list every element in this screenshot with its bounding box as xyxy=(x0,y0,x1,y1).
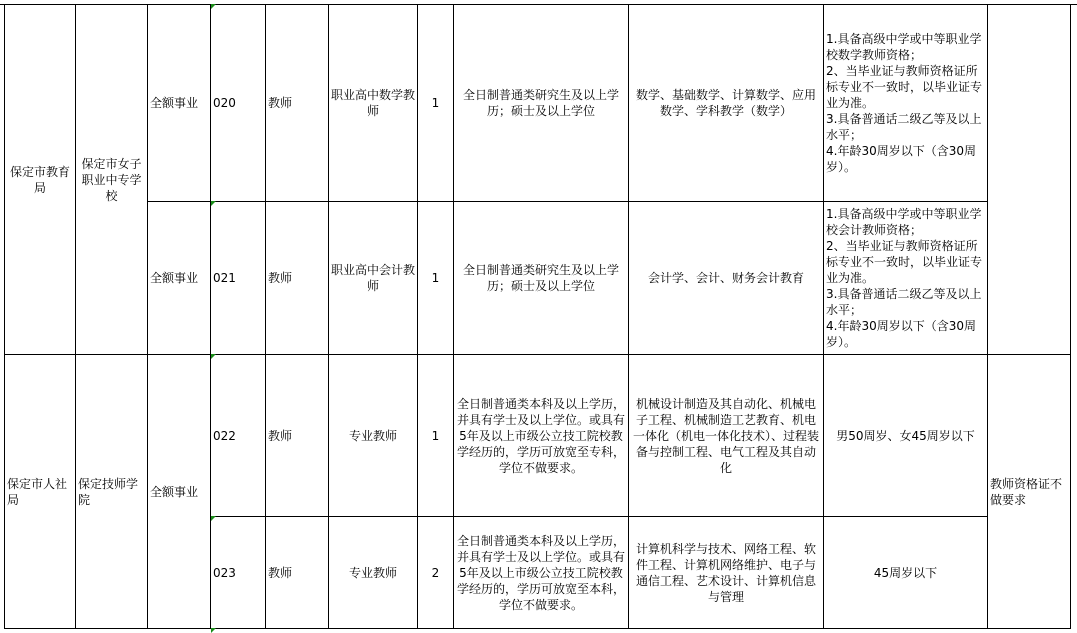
major-cell[interactable]: 计算机科学与技术、网络工程、软件工程、计算机网络维护、电子与通信工程、艺术设计、计算机信息与管理 xyxy=(629,517,824,629)
code-cell[interactable]: 022 xyxy=(211,355,266,517)
post-name-cell[interactable]: 专业教师 xyxy=(329,517,418,629)
unit-cell[interactable]: 保定技师学院 xyxy=(76,355,148,629)
post-name-cell[interactable]: 职业高中会计教师 xyxy=(329,202,418,355)
count-cell[interactable]: 2 xyxy=(418,517,454,629)
major-cell[interactable]: 机械设计制造及其自动化、机械电子工程、机械制造工艺教育、机电一体化（机电一体化技术）、过程装备与控制工程、电气工程及其自动化 xyxy=(629,355,824,517)
cell-marker xyxy=(211,516,216,521)
recruitment-table xyxy=(4,4,1071,629)
code-cell[interactable]: 021 xyxy=(211,202,266,355)
remark-cell[interactable] xyxy=(988,5,1071,355)
education-cell[interactable]: 全日制普通类本科及以上学历，并具有学士及以上学位。或具有5年及以上市级公立技工院校教学经历的，学历可放宽至本科，学位不做要求。 xyxy=(454,517,629,629)
cell-marker xyxy=(211,201,216,206)
dept-cell[interactable]: 保定市人社局 xyxy=(5,355,76,629)
other-requirements-cell[interactable]: 1.具备高级中学或中等职业学校会计教师资格； 2、当毕业证与教师资格证所标专业不一致时，以毕业证专业为准。 3.具备普通话二级乙等及以上水平； 4.年龄30周岁以下（含30周岁）。 xyxy=(824,202,988,355)
education-cell[interactable]: 全日制普通类本科及以上学历，并具有学士及以上学位。或具有5年及以上市级公立技工院校教学经历的，学历可放宽至专科，学位不做要求。 xyxy=(454,355,629,517)
nature-cell[interactable]: 全额事业 xyxy=(148,355,211,629)
table-row xyxy=(5,355,1071,517)
post-type-cell[interactable]: 教师 xyxy=(266,5,329,202)
table-row xyxy=(5,5,1071,202)
cell-marker xyxy=(211,628,216,633)
post-name-cell[interactable]: 专业教师 xyxy=(329,355,418,517)
other-requirements-cell[interactable]: 1.具备高级中学或中等职业学校数学教师资格； 2、当毕业证与教师资格证所标专业不一致时，以毕业证专业为准。 3.具备普通话二级乙等及以上水平； 4.年龄30周岁以下（含30周岁）。 xyxy=(824,5,988,202)
post-type-cell[interactable]: 教师 xyxy=(266,355,329,517)
education-cell[interactable]: 全日制普通类研究生及以上学历；硕士及以上学位 xyxy=(454,202,629,355)
unit-cell[interactable]: 保定市女子职业中专学校 xyxy=(76,5,148,355)
cell-marker xyxy=(211,4,216,9)
dept-cell[interactable]: 保定市教育局 xyxy=(5,5,76,355)
code-cell[interactable]: 020 xyxy=(211,5,266,202)
nature-cell[interactable]: 全额事业 xyxy=(148,5,211,202)
remark-cell[interactable]: 教师资格证不做要求 xyxy=(988,355,1071,629)
post-type-cell[interactable]: 教师 xyxy=(266,517,329,629)
table-row xyxy=(5,202,1071,355)
other-requirements-cell[interactable]: 45周岁以下 xyxy=(824,517,988,629)
cell-marker xyxy=(211,354,216,359)
count-cell[interactable]: 1 xyxy=(418,202,454,355)
major-cell[interactable]: 会计学、会计、财务会计教育 xyxy=(629,202,824,355)
other-requirements-cell[interactable]: 男50周岁、女45周岁以下 xyxy=(824,355,988,517)
post-type-cell[interactable]: 教师 xyxy=(266,202,329,355)
count-cell[interactable]: 1 xyxy=(418,5,454,202)
nature-cell[interactable]: 全额事业 xyxy=(148,202,211,355)
post-name-cell[interactable]: 职业高中数学教师 xyxy=(329,5,418,202)
education-cell[interactable]: 全日制普通类研究生及以上学历；硕士及以上学位 xyxy=(454,5,629,202)
count-cell[interactable]: 1 xyxy=(418,355,454,517)
major-cell[interactable]: 数学、基础数学、计算数学、应用数学、学科教学（数学） xyxy=(629,5,824,202)
code-cell[interactable]: 023 xyxy=(211,517,266,629)
